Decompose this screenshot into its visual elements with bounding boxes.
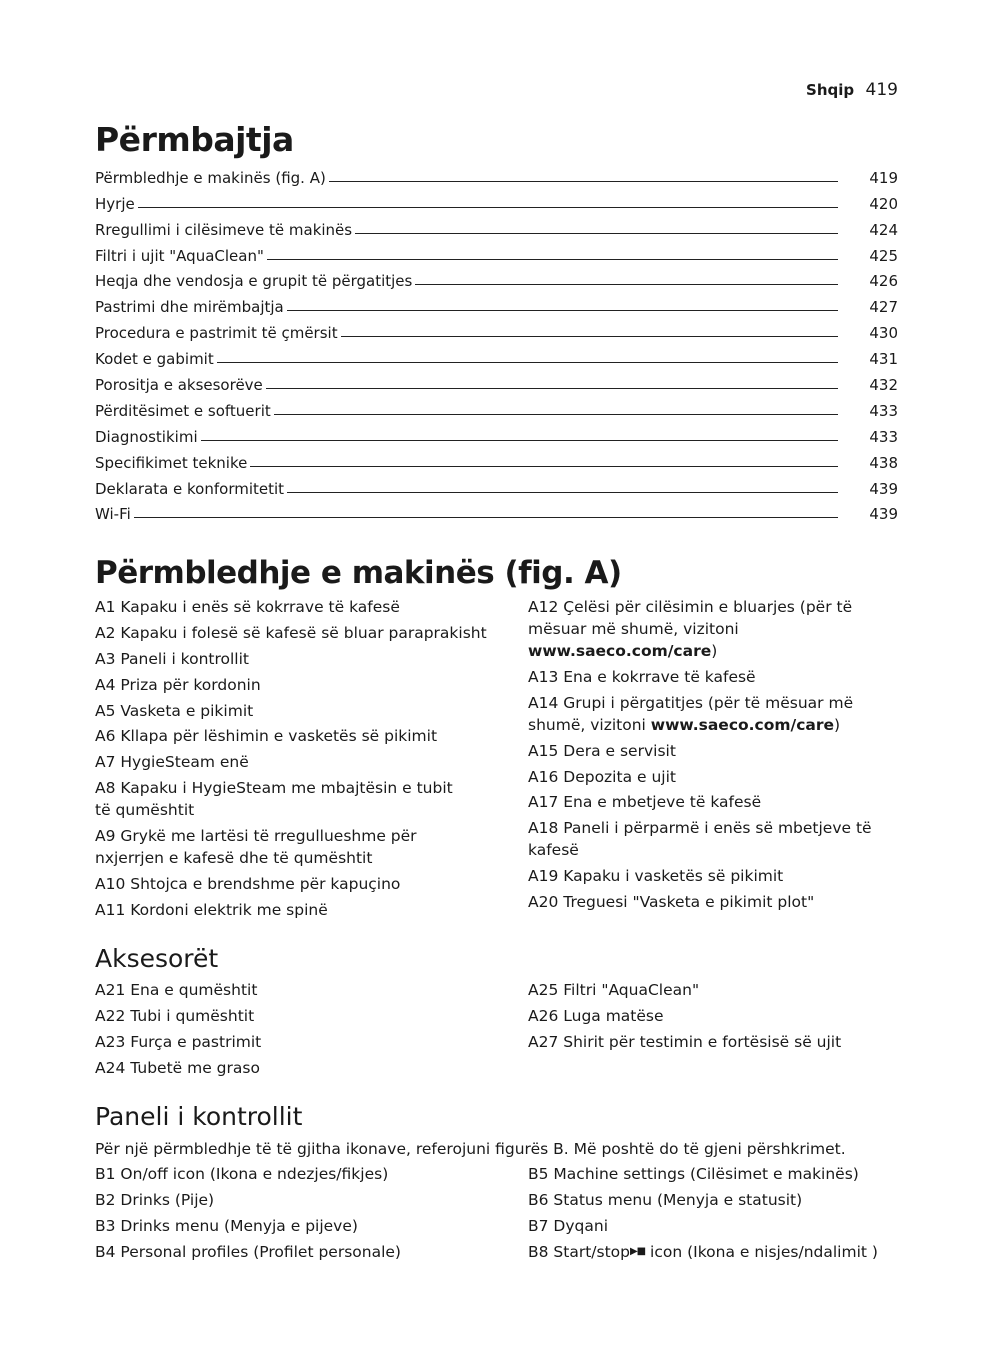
- icon-item-text: B8 Start/stop: [528, 1242, 630, 1261]
- toc-leader: [287, 492, 838, 493]
- part-item-a12: [528, 596, 903, 662]
- part-item: A20 Treguesi "Vasketa e pikimit plot": [528, 893, 815, 912]
- toc-entry-label: Rregullimi i cilësimeve të makinës: [95, 220, 353, 239]
- toc-entry-label: Diagnostikimi: [95, 427, 198, 446]
- accessories-left-column: [95, 979, 495, 1083]
- part-item: A1 Kapaku i enës së kokrrave të kafesë: [95, 598, 400, 616]
- part-item: A9 Grykë me lartësi të rregullueshme për nxjerrjen e kafesë dhe të qumështit: [95, 827, 417, 868]
- toc-entry-page: 430: [869, 324, 898, 343]
- control-panel-intro: Për një përmbledhje të të gjitha ikonave, referojuni figurës B. Më poshtë do të gjeni përshkrimet.: [95, 1140, 846, 1158]
- icon-item: B7 Dyqani: [528, 1216, 608, 1235]
- control-panel-right-column: [528, 1163, 948, 1267]
- toc-entry-label: Kodet e gabimit: [95, 350, 214, 369]
- toc-leader: [217, 362, 838, 363]
- toc-entry-label: Heqja dhe vendosja e grupit të përgatitjes: [95, 272, 413, 291]
- part-item: A8 Kapaku i HygieSteam me mbajtësin e tubit të qumështit: [95, 779, 453, 820]
- part-item: A19 Kapaku i vasketës së pikimit: [528, 867, 784, 886]
- toc-leader: [415, 284, 838, 285]
- part-item: A6 Kllapa për lëshimin e vasketës së pikimit: [95, 727, 438, 746]
- accessory-item: A24 Tubetë me graso: [95, 1058, 260, 1077]
- icon-item: B2 Drinks (Pije): [95, 1190, 215, 1209]
- toc-leader: [138, 207, 838, 208]
- toc-entry[interactable]: [95, 472, 898, 498]
- toc-entry[interactable]: [95, 498, 898, 524]
- part-item-end: ): [834, 715, 841, 734]
- toc-entry-page: 431: [869, 350, 898, 369]
- icon-item-b8: [528, 1241, 948, 1264]
- toc-entry[interactable]: [95, 368, 898, 394]
- toc-entry-label: Porositja e aksesorëve: [95, 376, 263, 395]
- toc-entry-page: 426: [869, 272, 898, 291]
- toc-entry-page: 419: [869, 168, 898, 187]
- part-item-text: A12 Çelësi për cilësimin e bluarjes (për të mësuar më shumë, vizitoni: [528, 598, 853, 638]
- toc-entry[interactable]: [95, 316, 898, 342]
- page-header: [806, 80, 898, 100]
- control-panel-title: Paneli i kontrollit: [95, 1102, 303, 1131]
- part-item: A4 Priza për kordonin: [95, 675, 261, 694]
- icon-item: B6 Status menu (Menyja e statusit): [528, 1190, 803, 1209]
- part-item: A10 Shtojca e brendshme për kapuçino: [95, 875, 401, 894]
- part-item: A2 Kapaku i folesë së kafesë së bluar paraprakisht: [95, 623, 487, 642]
- part-item: A13 Ena e kokrrave të kafesë: [528, 667, 756, 686]
- toc-leader: [329, 181, 838, 182]
- part-item-end: ): [711, 642, 718, 660]
- part-item: A5 Vasketa e pikimit: [95, 701, 254, 720]
- accessory-item: A21 Ena e qumështit: [95, 981, 258, 999]
- part-item: A16 Depozita e ujit: [528, 767, 676, 786]
- toc-entry[interactable]: [95, 446, 898, 472]
- part-item: A3 Paneli i kontrollit: [95, 649, 249, 668]
- overview-left-column: [95, 596, 495, 925]
- accessories-title: Aksesorët: [95, 944, 219, 973]
- part-item-text: A14 Grupi i përgatitjes (për të mësuar më shumë, vizitoni: [528, 693, 854, 734]
- accessory-item: A23 Furça e pastrimit: [95, 1032, 262, 1051]
- toc-entry-page: 420: [869, 194, 898, 213]
- toc-entry[interactable]: [95, 265, 898, 291]
- toc-entry[interactable]: [95, 394, 898, 420]
- accessories-right-column: [528, 979, 903, 1057]
- toc-entry[interactable]: [95, 342, 898, 368]
- toc-entry[interactable]: [95, 161, 898, 187]
- accessory-item: A26 Luga matëse: [528, 1006, 664, 1025]
- part-item: A11 Kordoni elektrik me spinë: [95, 900, 328, 919]
- toc-entry-label: Përditësimet e softuerit: [95, 401, 271, 420]
- accessory-item: A22 Tubi i qumështit: [95, 1006, 255, 1025]
- care-link[interactable]: www.saeco.com/care: [650, 715, 834, 734]
- overview-title: Përmbledhje e makinës (fig. A): [95, 555, 622, 591]
- toc-entry-label: Specifikimet teknike: [95, 453, 248, 472]
- toc-leader: [134, 517, 838, 518]
- toc-entry-label: Përmbledhje e makinës (fig. A): [95, 168, 326, 187]
- toc-entry-page: 424: [869, 220, 898, 239]
- toc-entry-label: Wi-Fi: [95, 505, 131, 524]
- toc-entry[interactable]: [95, 239, 898, 265]
- care-link[interactable]: www.saeco.com/care: [528, 642, 712, 660]
- accessory-item: A25 Filtri "AquaClean": [528, 981, 700, 999]
- table-of-contents: [95, 161, 898, 523]
- part-item: A17 Ena e mbetjeve të kafesë: [528, 793, 762, 812]
- language-label: Shqip: [806, 81, 855, 99]
- toc-entry-page: 439: [869, 505, 898, 524]
- page-number: 419: [865, 80, 898, 100]
- toc-leader: [287, 310, 838, 311]
- part-item: A18 Paneli i përparmë i enës së mbetjeve të kafesë: [528, 819, 872, 860]
- icon-item: B1 On/off icon (Ikona e ndezjes/fikjes): [95, 1165, 389, 1183]
- toc-entry[interactable]: [95, 290, 898, 316]
- toc-entry-page: 439: [869, 479, 898, 498]
- accessory-item: A27 Shirit për testimin e fortësisë së ujit: [528, 1032, 842, 1051]
- toc-entry-label: Deklarata e konformitetit: [95, 479, 285, 498]
- toc-entry-label: Pastrimi dhe mirëmbajtja: [95, 298, 284, 317]
- toc-entry[interactable]: [95, 187, 898, 213]
- toc-leader: [201, 440, 838, 441]
- overview-right-column: [528, 596, 903, 917]
- toc-entry[interactable]: [95, 420, 898, 446]
- toc-entry-page: 432: [869, 376, 898, 395]
- toc-entry-page: 433: [869, 427, 898, 446]
- toc-title: Përmbajtja: [95, 120, 294, 159]
- control-panel-left-column: [95, 1163, 495, 1267]
- toc-entry-label: Procedura e pastrimit të çmërsit: [95, 324, 338, 343]
- icon-item-end: icon (Ikona e nisjes/ndalimit ): [645, 1242, 878, 1261]
- icon-item: B3 Drinks menu (Menyja e pijeve): [95, 1216, 358, 1235]
- toc-entry[interactable]: [95, 213, 898, 239]
- toc-leader: [355, 233, 838, 234]
- play-stop-icon: ▶■: [629, 1246, 646, 1258]
- part-item: A15 Dera e servisit: [528, 741, 676, 760]
- part-item-a14: [528, 692, 903, 736]
- icon-item: B4 Personal profiles (Profilet personale): [95, 1242, 401, 1261]
- toc-leader: [274, 414, 838, 415]
- toc-leader: [341, 336, 838, 337]
- toc-entry-label: Hyrje: [95, 194, 135, 213]
- toc-leader: [250, 466, 838, 467]
- toc-entry-label: Filtri i ujit "AquaClean": [95, 246, 264, 265]
- toc-entry-page: 427: [869, 298, 898, 317]
- toc-entry-page: 438: [869, 453, 898, 472]
- toc-leader: [267, 259, 838, 260]
- toc-entry-page: 433: [869, 401, 898, 420]
- icon-item: B5 Machine settings (Cilësimet e makinës): [528, 1165, 859, 1183]
- toc-entry-page: 425: [869, 246, 898, 265]
- part-item: A7 HygieSteam enë: [95, 753, 249, 772]
- toc-leader: [266, 388, 838, 389]
